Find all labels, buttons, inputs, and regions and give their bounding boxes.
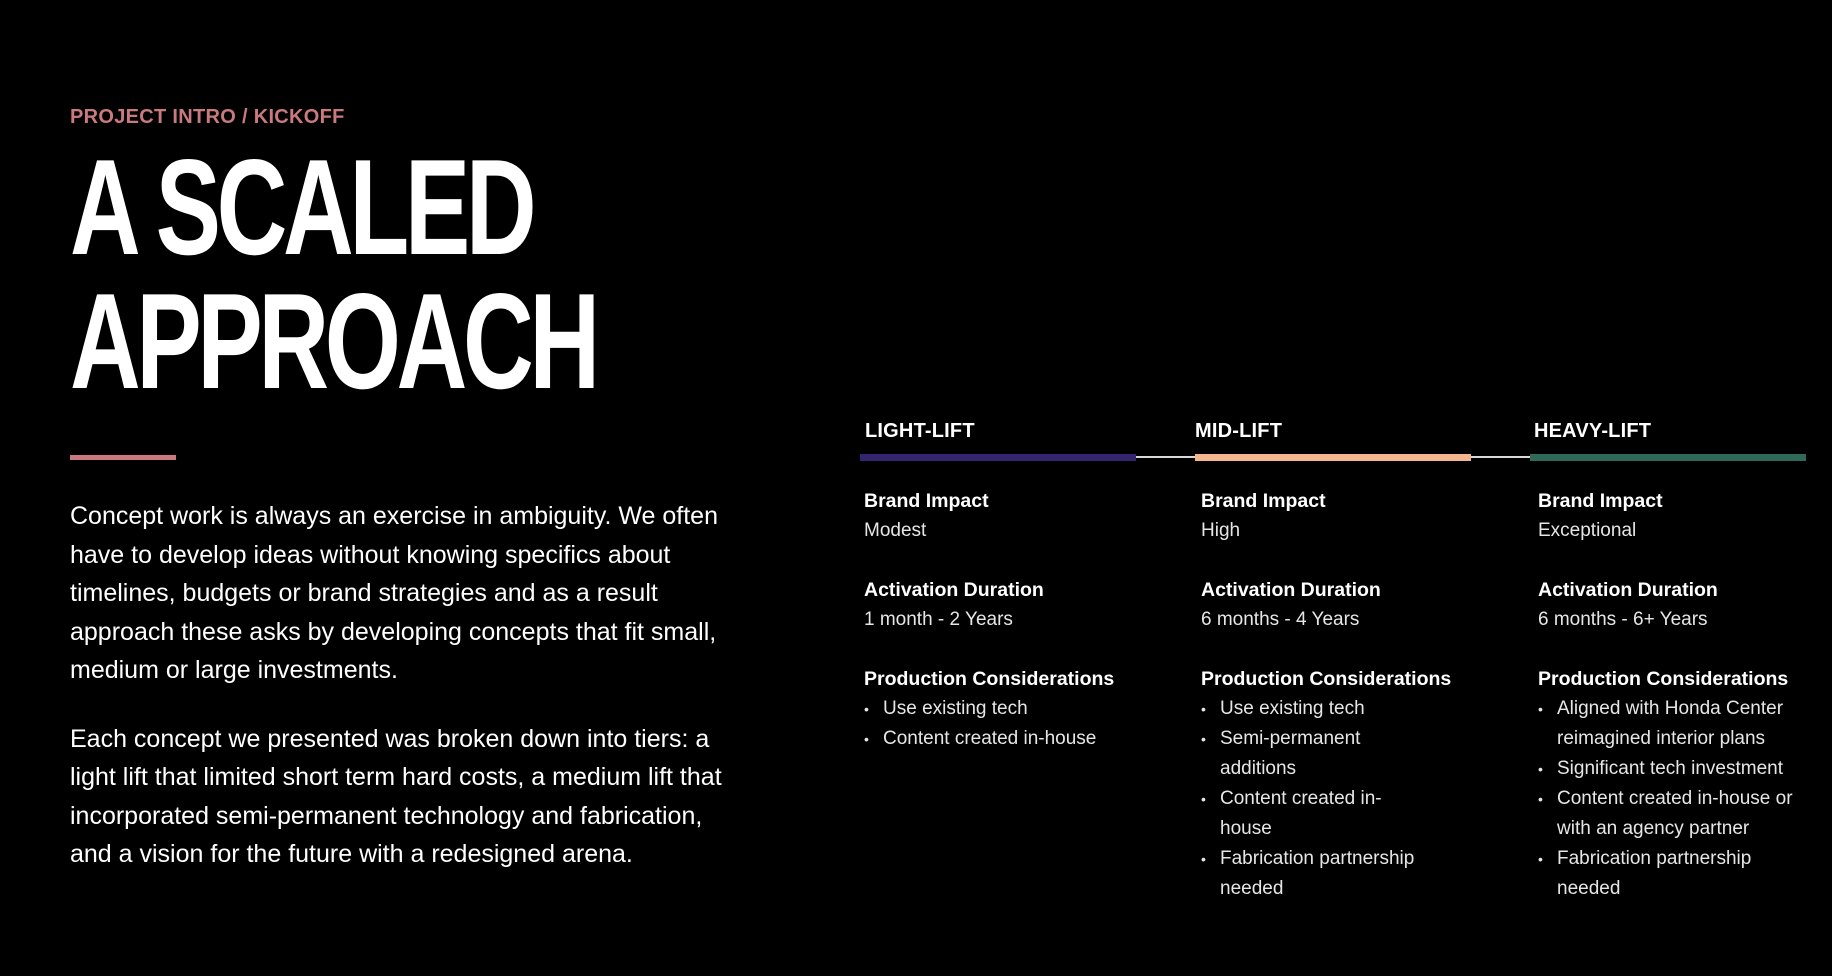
activation-duration-label: Activation Duration bbox=[1201, 579, 1381, 601]
list-item: • Use existing tech bbox=[1201, 694, 1431, 724]
page-title bbox=[70, 131, 670, 417]
list-item: • Use existing tech bbox=[864, 694, 1164, 724]
page-title-line-2: APPROACH bbox=[70, 265, 596, 417]
bullet-icon: • bbox=[1538, 791, 1543, 807]
list-item: • Fabrication partnership needed bbox=[1201, 844, 1431, 904]
intro-paragraph-1: Concept work is always an exercise in ambiguity. We often have to develop ideas without knowing specifics about timelines, budgets or brand strategies and as a result approach these asks by developing concepts that fit small, medium or large investments. bbox=[70, 502, 718, 684]
considerations-list bbox=[1538, 694, 1806, 904]
list-item: • Content created in-house or with an agency partner bbox=[1538, 784, 1806, 844]
bullet-icon: • bbox=[1201, 701, 1206, 717]
intro-paragraph-2: Each concept we presented was broken down into tiers: a light lift that limited short term hard costs, a medium lift that incorporated semi-permanent technology and fabrication, and a vision for the future with a redesigned arena. bbox=[70, 724, 722, 868]
brand-impact-label: Brand Impact bbox=[1201, 490, 1326, 512]
list-item: • Semi-permanent additions bbox=[1201, 724, 1431, 784]
bullet-icon: • bbox=[864, 731, 869, 747]
tier-title: MID-LIFT bbox=[1195, 420, 1283, 442]
production-considerations-label: Production Considerations bbox=[864, 668, 1115, 690]
tier-details bbox=[1538, 486, 1806, 933]
bullet-icon: • bbox=[1538, 851, 1543, 867]
bullet-icon: • bbox=[1538, 761, 1543, 777]
activation-duration-label: Activation Duration bbox=[1538, 579, 1718, 601]
activation-duration-value: 6 months - 6+ Years bbox=[1538, 609, 1708, 630]
bullet-icon: • bbox=[1201, 851, 1206, 867]
bullet-icon: • bbox=[1201, 791, 1206, 807]
brand-impact-value: High bbox=[1201, 520, 1241, 541]
tier-bar-mid-lift bbox=[1195, 454, 1471, 461]
considerations-list bbox=[864, 694, 1164, 754]
page-title-line-1: A SCALED bbox=[70, 131, 533, 283]
list-item: • Content created in-house bbox=[1201, 784, 1431, 844]
production-considerations-label: Production Considerations bbox=[1538, 668, 1789, 690]
section-eyebrow: PROJECT INTRO / KICKOFF bbox=[70, 106, 345, 128]
list-item: • Significant tech investment bbox=[1538, 754, 1806, 784]
bullet-icon: • bbox=[1538, 701, 1543, 717]
activation-duration-value: 6 months - 4 Years bbox=[1201, 609, 1360, 630]
brand-impact-label: Brand Impact bbox=[864, 490, 989, 512]
bullet-icon: • bbox=[864, 701, 869, 717]
tier-bar-light-lift bbox=[860, 454, 1136, 461]
tier-title: LIGHT-LIFT bbox=[865, 420, 975, 442]
production-considerations-label: Production Considerations bbox=[1201, 668, 1452, 690]
activation-duration-label: Activation Duration bbox=[864, 579, 1044, 601]
bullet-icon: • bbox=[1201, 731, 1206, 747]
intro-text bbox=[70, 497, 730, 904]
brand-impact-value: Modest bbox=[864, 520, 927, 541]
tier-bar-heavy-lift bbox=[1530, 454, 1806, 461]
considerations-list bbox=[1201, 694, 1431, 904]
tier-details bbox=[864, 486, 1164, 783]
tier-title: HEAVY-LIFT bbox=[1534, 420, 1652, 442]
brand-impact-value: Exceptional bbox=[1538, 520, 1637, 541]
accent-divider bbox=[70, 455, 176, 460]
list-item: • Content created in-house bbox=[864, 724, 1164, 754]
brand-impact-label: Brand Impact bbox=[1538, 490, 1663, 512]
list-item: • Fabrication partnership needed bbox=[1538, 844, 1806, 904]
activation-duration-value: 1 month - 2 Years bbox=[864, 609, 1013, 630]
tier-comparison bbox=[860, 410, 1806, 930]
list-item: • Aligned with Honda Center reimagined interior plans bbox=[1538, 694, 1806, 754]
tier-details bbox=[1201, 486, 1501, 933]
